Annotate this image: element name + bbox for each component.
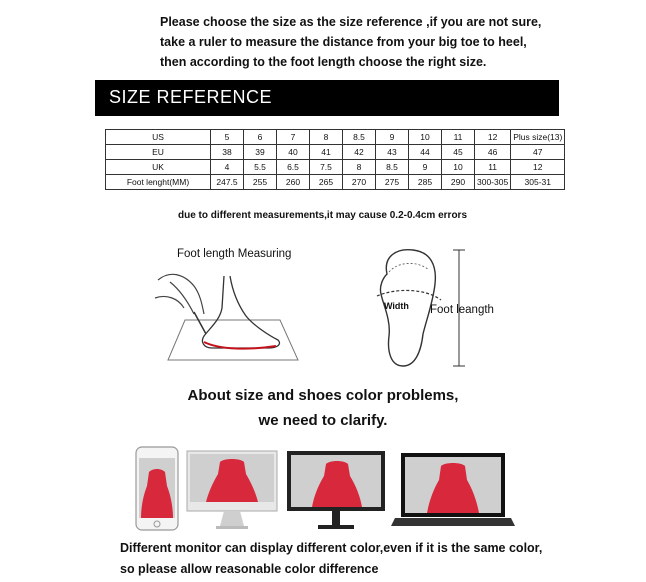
- size-table-row: [106, 175, 565, 190]
- size-cell: 7: [277, 130, 310, 145]
- intro-line-2: take a ruler to measure the distance from your big toe to heel,: [160, 35, 527, 49]
- toe-line: [389, 263, 429, 272]
- size-cell: 6: [244, 130, 277, 145]
- intro-line-1: Please choose the size as the size reference ,if you are not sure,: [160, 15, 542, 29]
- width-line: [377, 290, 441, 300]
- banner-title: SIZE REFERENCE: [109, 87, 273, 107]
- size-cell: 11: [442, 130, 475, 145]
- imac-stand: [220, 511, 244, 526]
- size-cell: 39: [244, 145, 277, 160]
- size-table-row: [106, 130, 565, 145]
- size-row-label: Foot lenght(MM): [106, 175, 211, 190]
- size-reference-banner: [95, 80, 559, 116]
- size-cell: 9: [376, 130, 409, 145]
- size-row-label: UK: [106, 160, 211, 175]
- size-cell: 6.5: [277, 160, 310, 175]
- size-cell: 8.5: [343, 130, 376, 145]
- size-cell: 12: [475, 130, 511, 145]
- size-cell: 285: [409, 175, 442, 190]
- size-table-row: [106, 160, 565, 175]
- size-cell: 12: [511, 160, 565, 175]
- imac-device: [186, 450, 278, 532]
- phone-device: [135, 446, 180, 532]
- color-heading-2: we need to clarify.: [258, 412, 388, 429]
- size-cell: 43: [376, 145, 409, 160]
- hand: [155, 274, 204, 314]
- foot-length-label: Foot leangth: [430, 304, 494, 316]
- size-cell: 7.5: [310, 160, 343, 175]
- size-cell: Plus size(13): [511, 130, 565, 145]
- width-label: Width: [384, 301, 409, 311]
- size-cell: 260: [277, 175, 310, 190]
- size-cell: 4: [211, 160, 244, 175]
- size-cell: 5.5: [244, 160, 277, 175]
- size-row-label: EU: [106, 145, 211, 160]
- size-cell: 38: [211, 145, 244, 160]
- size-cell: 47: [511, 145, 565, 160]
- size-cell: 45: [442, 145, 475, 160]
- laptop-base: [391, 518, 515, 526]
- monitor-neck: [332, 511, 340, 525]
- size-cell: 40: [277, 145, 310, 160]
- size-cell: 270: [343, 175, 376, 190]
- size-cell: 10: [442, 160, 475, 175]
- foot: [202, 276, 279, 348]
- size-cell: 9: [409, 160, 442, 175]
- imac-base: [216, 526, 248, 529]
- color-heading-1: About size and shoes color problems,: [187, 387, 459, 404]
- size-cell: 11: [475, 160, 511, 175]
- size-cell: 290: [442, 175, 475, 190]
- monitor-base: [318, 525, 354, 529]
- size-cell: 300-305: [475, 175, 511, 190]
- size-row-label: US: [106, 130, 211, 145]
- footer-line-2: so please allow reasonable color difference: [120, 562, 379, 576]
- desktop-monitor-device: [286, 450, 386, 532]
- intro-text: [160, 12, 580, 72]
- size-cell: 42: [343, 145, 376, 160]
- size-cell: 10: [409, 130, 442, 145]
- size-cell: 46: [475, 145, 511, 160]
- pen: [194, 312, 206, 334]
- size-cell: 8.5: [376, 160, 409, 175]
- foot-measuring-illustration: [150, 268, 310, 368]
- size-cell: 8: [310, 130, 343, 145]
- intro-line-3: then according to the foot length choose the right size.: [160, 55, 487, 69]
- size-table: [105, 129, 565, 190]
- size-cell: 275: [376, 175, 409, 190]
- size-cell: 255: [244, 175, 277, 190]
- size-cell: 44: [409, 145, 442, 160]
- size-cell: 265: [310, 175, 343, 190]
- size-cell: 305-31: [511, 175, 565, 190]
- laptop-device: [391, 452, 515, 532]
- size-cell: 247.5: [211, 175, 244, 190]
- size-cell: 8: [343, 160, 376, 175]
- footer-line-1: Different monitor can display different color,even if it is the same color,: [120, 541, 543, 555]
- size-cell: 41: [310, 145, 343, 160]
- foot-length-measuring-title: Foot length Measuring: [177, 248, 292, 260]
- size-table-row: [106, 145, 565, 160]
- measurement-error-note: due to different measurements,it may cause 0.2-0.4cm errors: [178, 210, 468, 221]
- size-cell: 5: [211, 130, 244, 145]
